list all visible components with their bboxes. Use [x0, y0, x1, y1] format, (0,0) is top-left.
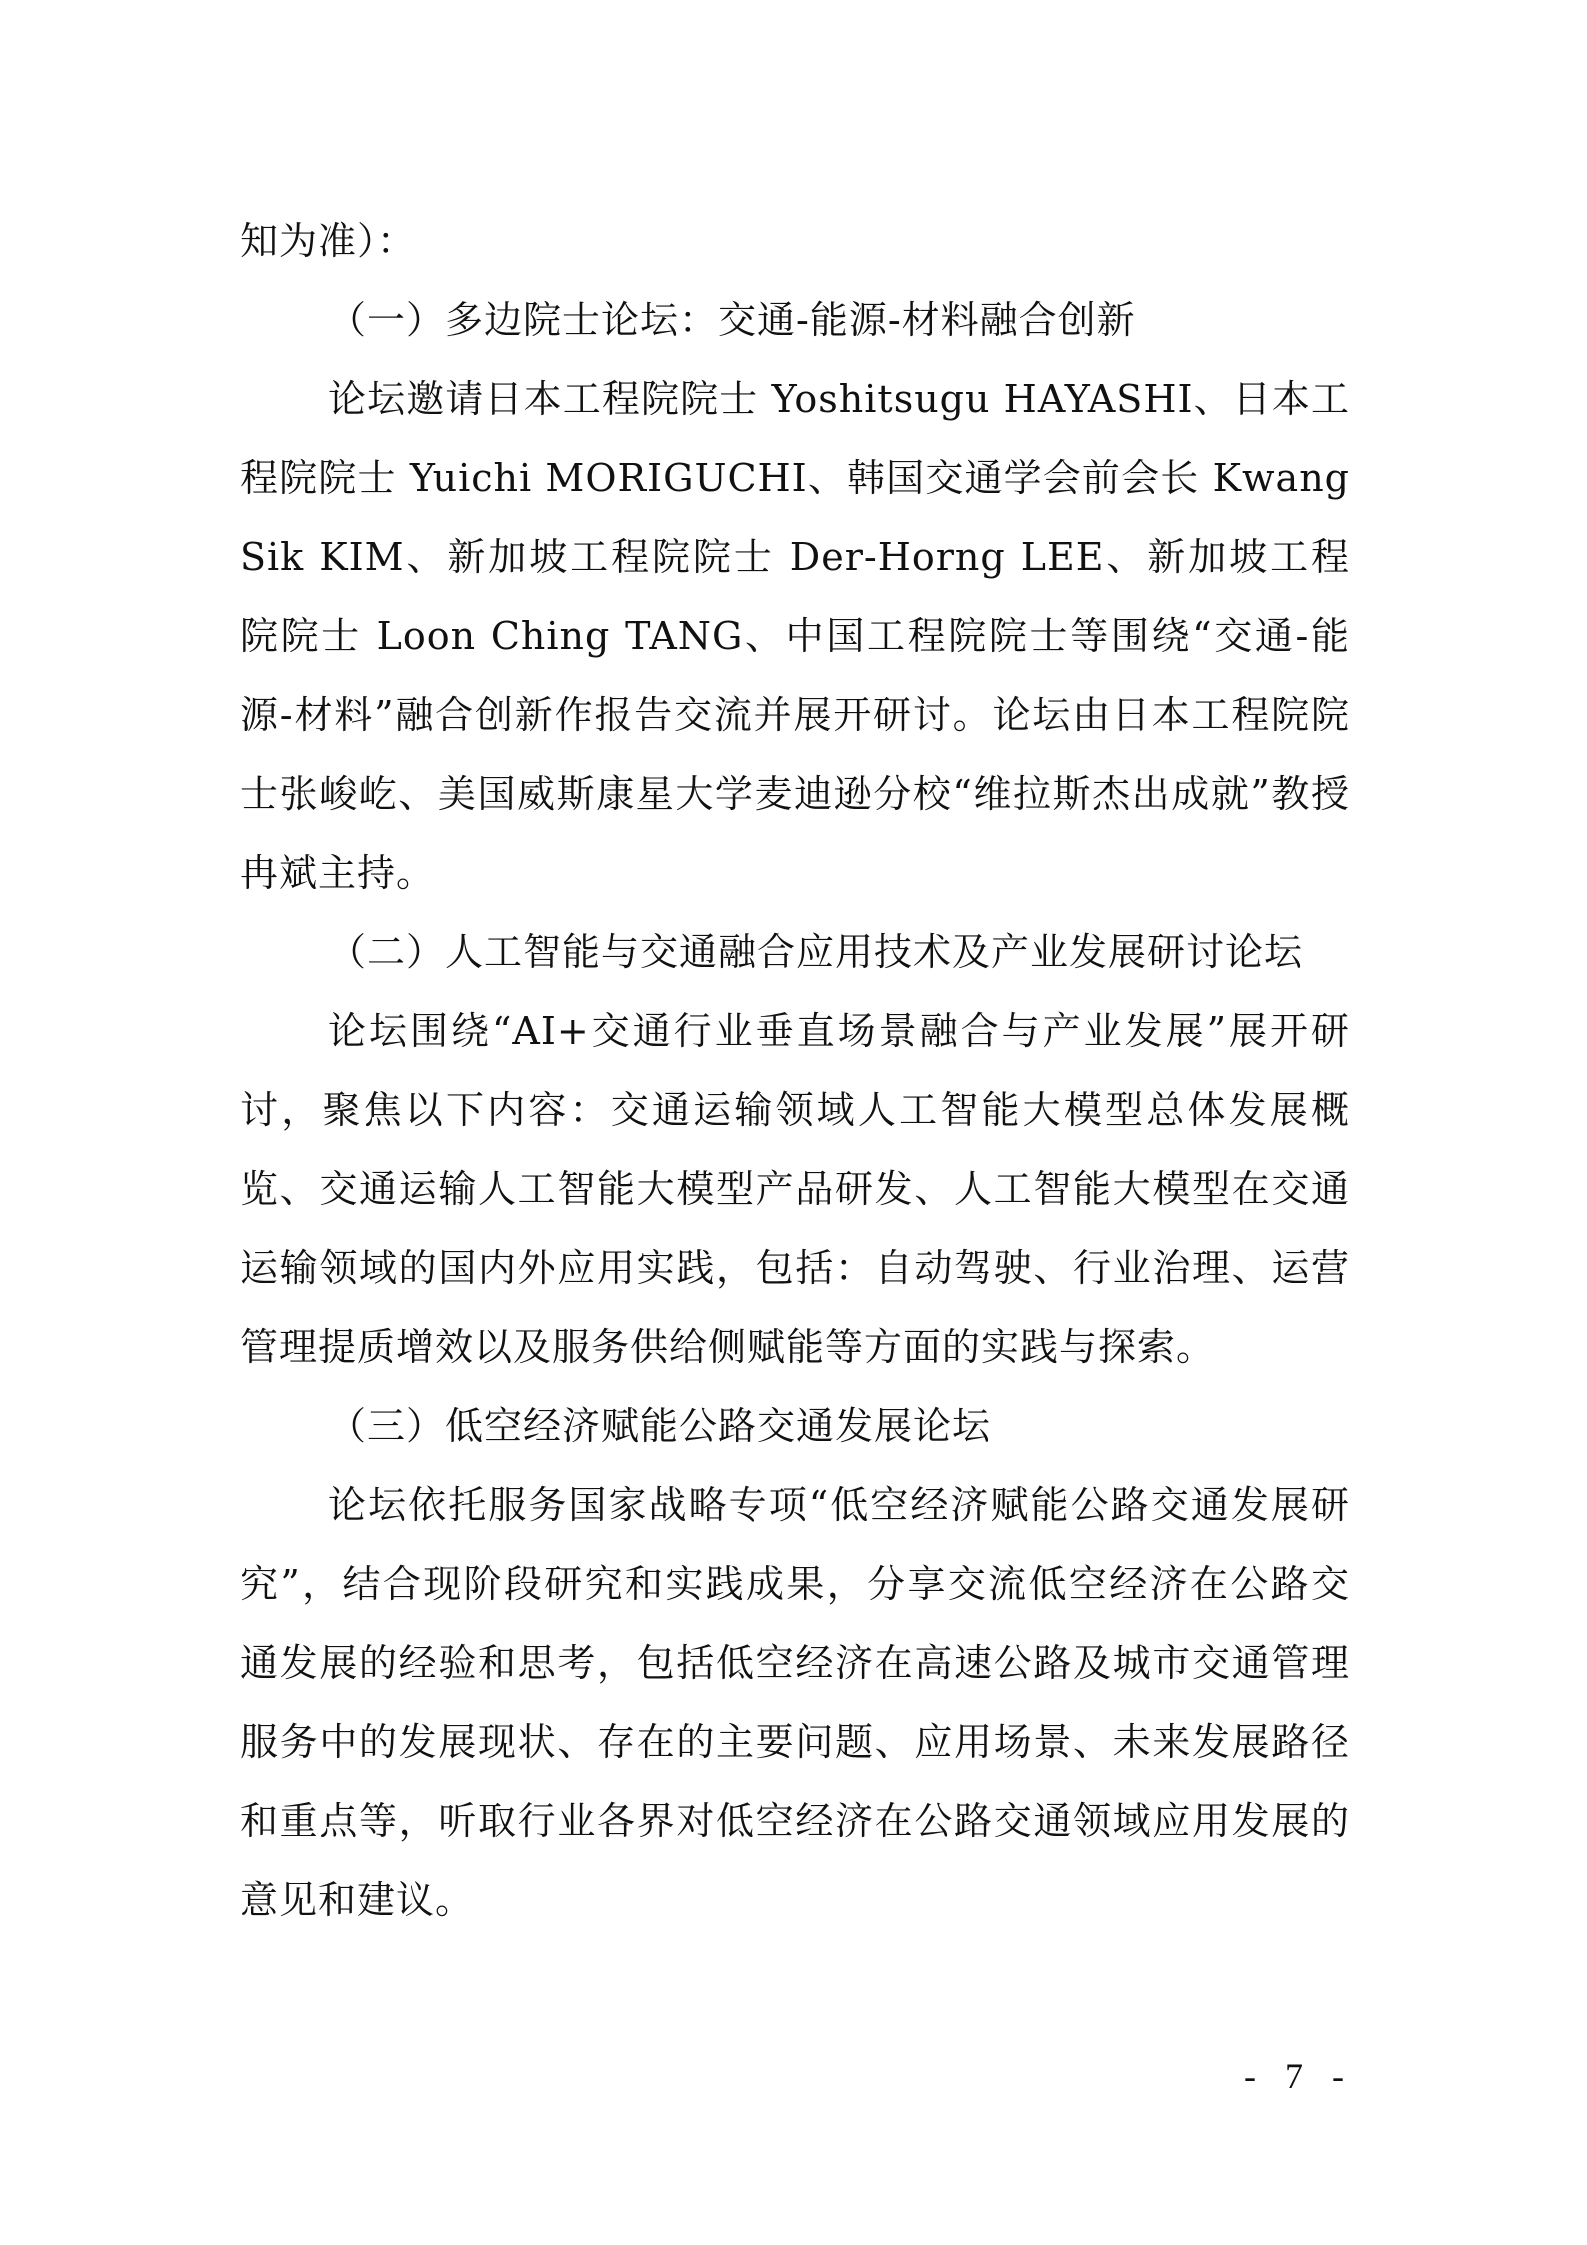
section-3-body: 论坛依托服务国家战略专项“低空经济赋能公路交通发展研究”，结合现阶段研究和实践成果，分享交流低空经济在公路交通发展的经验和思考，包括低空经济在高速公路及城市交通管理服务中的发展现状、存在的主要问题、应用场景、未来发展路径和重点等，听取行业各界对低空经济在公路交通领域应用发展的意见和建议。: [240, 1483, 1350, 1922]
continuation-text: 知为准）：: [240, 219, 417, 263]
section-1-body: 论坛邀请日本工程院院士 Yoshitsugu HAYASHI、日本工程院院士 Yuichi MORIGUCHI、韩国交通学会前会长 Kwang Sik KIM、新加坡工程院院士 Der-Horng LEE、新加坡工程院院士 Loon Ching TANG、中国工程院院士等围绕“交通-能源-材料”融合创新作报告交流并展开研讨。论坛由日本工程院院士张峻屹、美国威斯康星大学麦迪逊分校“维拉斯杰出成就”教授冉斌主持。: [240, 377, 1350, 895]
section-3-heading: （三）低空经济赋能公路交通发展论坛: [328, 1404, 992, 1448]
page-number: - 7 -: [1244, 2056, 1354, 2096]
section-2-heading: （二）人工智能与交通融合应用技术及产业发展研讨论坛: [328, 930, 1304, 974]
section-2-body: 论坛围绕“AI+交通行业垂直场景融合与产业发展”展开研讨，聚焦以下内容：交通运输领域人工智能大模型总体发展概览、交通运输人工智能大模型产品研发、人工智能大模型在交通运输领域的国内外应用实践，包括：自动驾驶、行业治理、运营管理提质增效以及服务供给侧赋能等方面的实践与探索。: [240, 1009, 1350, 1369]
section-1-heading: （一）多边院士论坛：交通-能源-材料融合创新: [328, 298, 1136, 342]
document-body: [240, 202, 1350, 1940]
